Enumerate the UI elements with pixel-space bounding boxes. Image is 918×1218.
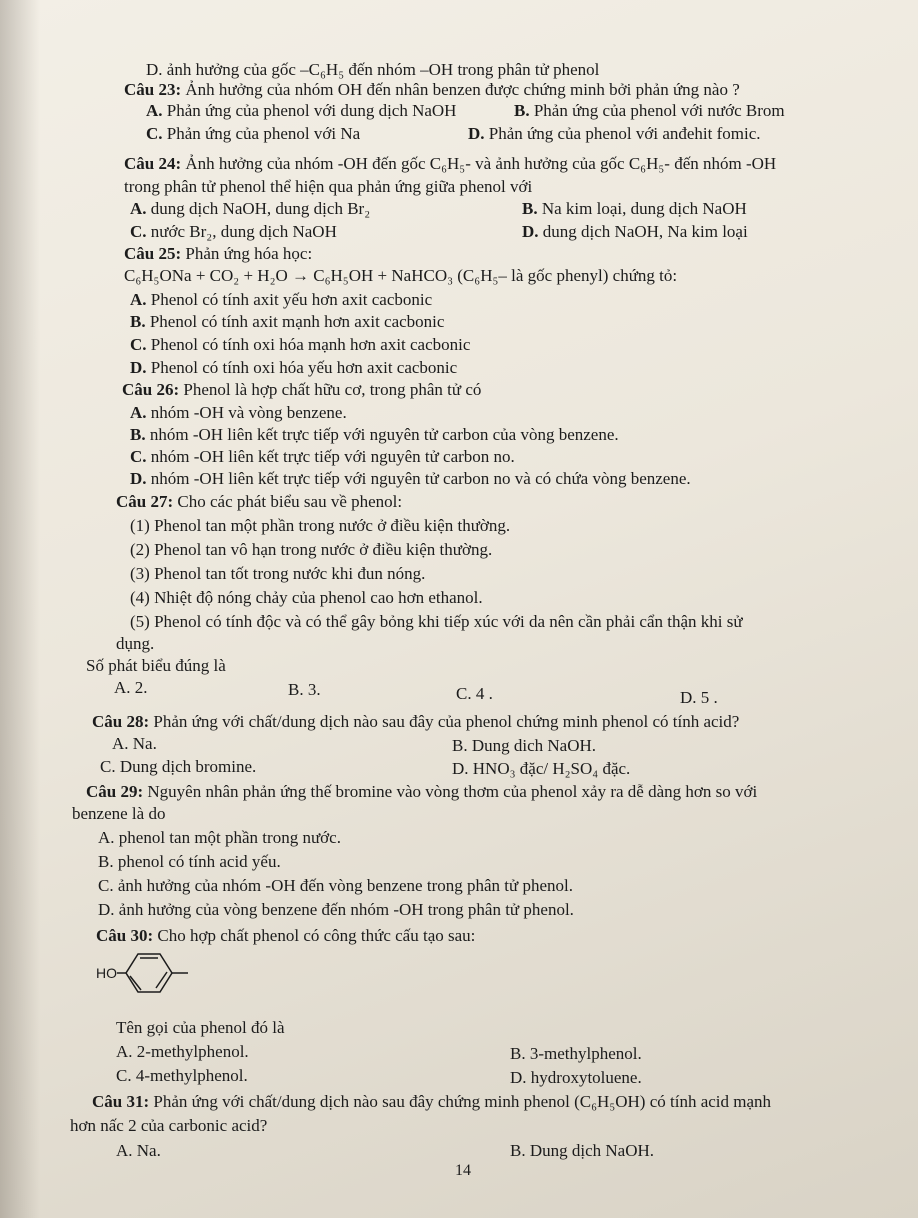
q29-option-d: D. ảnh hưởng của vòng benzene đến nhóm -OH trong phân tử phenol. [98,900,574,919]
q28-option-d: D. HNO₃ đặc/ H₂SO₄ đặc. [452,759,631,778]
q30-prompt: Tên gọi của phenol đó là [116,1018,285,1037]
page-number: 14 [455,1162,471,1179]
q28-option-b: B. Dung dich NaOH. [452,736,597,755]
q25-equation: C₆H₅ONa + CO₂ + H₂O → C₆H₅OH + NaHCO₃ (C₆H₅– là gốc phenyl) chứng tỏ: [124,266,678,285]
q30-option-b: B. 3-methylphenol. [510,1044,642,1063]
q26-option-c: C. nhóm -OH liên kết trực tiếp với nguyên tử carbon no. [130,447,515,466]
q27-prompt: Số phát biểu đúng là [86,656,226,675]
q25-stem: Câu 25: Phản ứng hóa học: [124,244,313,263]
q24-option-c: C. nước Br₂, dung dịch NaOH [130,222,337,241]
q24-stem: Câu 24: Ảnh hưởng của nhóm -OH đến gốc C₆H₅- và ảnh hưởng của gốc C₆H₅- đến nhóm -OH [124,154,777,173]
q29-option-a: A. phenol tan một phần trong nước. [98,828,341,847]
methylphenol-structure [96,948,206,998]
q25-option-c: C. Phenol có tính oxi hóa mạnh hơn axit cacbonic [130,335,471,354]
q24-option-d: D. dung dịch NaOH, Na kim loại [522,222,748,241]
q28-option-a: A. Na. [112,734,157,753]
q27-statement-3: (3) Phenol tan tốt trong nước khi đun nóng. [130,564,426,583]
q26-option-a: A. nhóm -OH và vòng benzene. [130,403,347,422]
q31-option-a: A. Na. [116,1141,161,1160]
q23-option-c: C. Phản ứng của phenol với Na [146,124,361,143]
q23-option-d: D. Phản ứng của phenol với anđehit fomic. [468,124,761,143]
q25-option-d: D. Phenol có tính oxi hóa yếu hơn axit cacbonic [130,358,458,377]
q29-option-b: B. phenol có tính acid yếu. [98,852,281,871]
q25-option-b: B. Phenol có tính axit mạnh hơn axit cacbonic [130,312,445,331]
q24-option-a: A. dung dịch NaOH, dung dịch Br₂ [130,199,371,218]
page-shadow [0,0,40,1218]
q28-stem: Câu 28: Phản ứng với chất/dung dịch nào sau đây của phenol chứng minh phenol có tính acid? [92,712,740,731]
q31-option-b: B. Dung dịch NaOH. [510,1141,655,1160]
q23-option-a: A. Phản ứng của phenol với dung dịch NaOH [146,101,457,120]
q26-option-b: B. nhóm -OH liên kết trực tiếp với nguyên tử carbon của vòng benzene. [130,425,619,444]
q27-option-d: D. 5 . [680,688,718,707]
q22-option-d: D. ảnh hưởng của gốc –C₆H₅ đến nhóm –OH trong phân tử phenol [146,60,600,79]
benzene-ring [126,954,172,992]
q27-stem: Câu 27: Cho các phát biểu sau về phenol: [116,492,403,511]
q31-stem-cont: hơn nấc 2 của carbonic acid? [70,1116,268,1135]
q25-option-a: A. Phenol có tính axit yếu hơn axit cacbonic [130,290,433,309]
q23-stem: Câu 23: Ảnh hưởng của nhóm OH đến nhân benzen được chứng minh bởi phản ứng nào ? [124,80,740,99]
q26-stem: Câu 26: Phenol là hợp chất hữu cơ, trong phân tử có [122,380,482,399]
q27-statement-4: (4) Nhiệt độ nóng chảy của phenol cao hơn ethanol. [130,588,483,607]
q27-statement-5: (5) Phenol có tính độc và có thể gây bỏng khi tiếp xúc với da nên cần phải cẩn thận khi sử [130,612,743,631]
q26-option-d: D. nhóm -OH liên kết trực tiếp với nguyên tử carbon no và có chứa vòng benzene. [130,469,691,488]
q23-option-b: B. Phản ứng của phenol với nước Brom [514,101,785,120]
q27-option-b: B. 3. [288,680,321,699]
q30-option-d: D. hydroxytoluene. [510,1068,642,1087]
q27-option-a: A. 2. [114,678,148,697]
q29-stem-cont: benzene là do [72,804,166,823]
q30-option-c: C. 4-methylphenol. [116,1066,248,1085]
q24-stem-cont: trong phân tử phenol thể hiện qua phản ứng giữa phenol với [124,177,533,196]
q31-stem: Câu 31: Phản ứng với chất/dung dịch nào sau đây chứng minh phenol (C₆H₅OH) có tính acid mạnh [92,1092,772,1111]
q27-statement-2: (2) Phenol tan vô hạn trong nước ở điều kiện thường. [130,540,493,559]
q28-option-c: C. Dung dịch bromine. [100,757,257,776]
q27-option-c: C. 4 . [456,684,493,703]
ring-double-bond-right [156,972,167,988]
hydroxyl-label: HO [96,965,117,981]
q27-statement-1: (1) Phenol tan một phần trong nước ở điều kiện thường. [130,516,511,535]
q27-statement-5-cont: dụng. [116,634,155,653]
q24-option-b: B. Na kim loại, dung dịch NaOH [522,199,747,218]
q29-stem: Câu 29: Nguyên nhân phản ứng thế bromine vào vòng thơm của phenol xảy ra dễ dàng hơn so với [86,782,758,801]
q29-option-c: C. ảnh hưởng của nhóm -OH đến vòng benzene trong phân tử phenol. [98,876,573,895]
q30-option-a: A. 2-methylphenol. [116,1042,249,1061]
q30-stem: Câu 30: Cho hợp chất phenol có công thức cấu tạo sau: [96,926,476,945]
